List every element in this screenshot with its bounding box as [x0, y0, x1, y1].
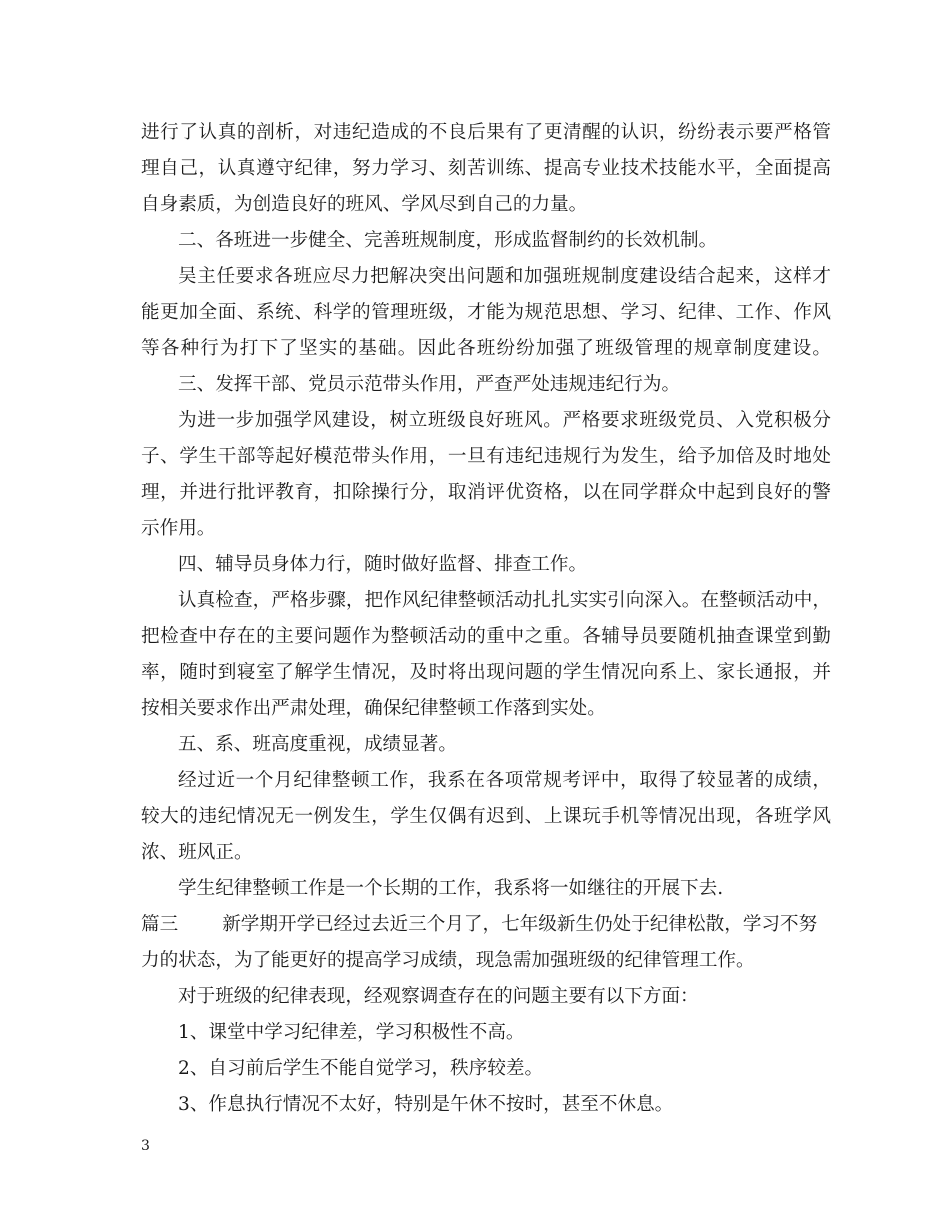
text-line-content: 新学期开学已经过去近三个月了，七年级新生仍处于纪律松散，学习不努 [222, 914, 818, 935]
list-item: 3、作息执行情况不太好，特别是午休不按时，甚至不休息。 [178, 1094, 674, 1115]
text-line: 按相关要求作出严肃处理，确保纪律整顿工作落到实处。 [141, 698, 606, 719]
text-line: 为进一步加强学风建设，树立班级良好班风。严格要求班级党员、入党积极分 [178, 410, 831, 431]
text-line: 能更加全面、系统、科学的管理班级，才能为规范思想、学习、纪律、工作、作风 [141, 302, 831, 323]
section-heading-3: 三、发挥干部、党员示范带头作用，严查严处违规违纪行为。 [178, 374, 681, 395]
text-line: 力的状态，为了能更好的提高学习成绩，现急需加强班级的纪律管理工作。 [141, 950, 755, 971]
text-line: 学生纪律整顿工作是一个长期的工作，我系将一如继往的开展下去. [178, 878, 724, 899]
text-line: 进行了认真的剖析，对违纪造成的不良后果有了更清醒的认识，纷纷表示要严格管 [141, 122, 831, 143]
section-heading-4: 四、辅导员身体力行，随时做好监督、排查工作。 [178, 554, 588, 575]
text-line: 吴主任要求各班应尽力把解决突出问题和加强班规制度建设结合起来，这样才 [178, 266, 831, 287]
list-item: 2、自习前后学生不能自觉学习，秩序较差。 [178, 1058, 544, 1079]
text-line: 等各种行为打下了坚实的基础。因此各班纷纷加强了班级管理的规章制度建设。 [141, 338, 831, 359]
text-line: 率，随时到寝室了解学生情况，及时将出现问题的学生情况向系上、家长通报，并 [141, 662, 831, 683]
text-line: 理，并进行批评教育，扣除操行分，取消评优资格，以在同学群众中起到良好的警 [141, 482, 831, 503]
text-line: 认真检查，严格步骤，把作风纪律整顿活动扎扎实实引向深入。在整顿活动中， [178, 590, 831, 611]
text-line: 经过近一个月纪律整顿工作，我系在各项常规考评中，取得了较显著的成绩， [178, 770, 831, 791]
page-number: 3 [141, 1138, 150, 1154]
text-line: 子、学生干部等起好模范带头作用，一旦有违纪违规行为发生，给予加倍及时地处 [141, 446, 831, 467]
text-line: 较大的违纪情况无一例发生，学生仅偶有迟到、上课玩手机等情况出现，各班学风 [141, 806, 831, 827]
text-line: 示作用。 [141, 518, 216, 539]
text-line [141, 913, 831, 937]
section-heading-5: 五、系、班高度重视，成绩显著。 [178, 734, 457, 755]
list-item: 1、课堂中学习纪律差，学习积极性不高。 [178, 1022, 525, 1043]
pian-label: 篇三 [141, 914, 179, 935]
text-line: 自身素质，为创造良好的班风、学风尽到自己的力量。 [141, 194, 588, 215]
text-line: 对于班级的纪律表现，经观察调查存在的问题主要有以下方面： [178, 986, 699, 1007]
section-heading-2: 二、各班进一步健全、完善班规制度，形成监督制约的长效机制。 [178, 230, 718, 251]
text-line: 把检查中存在的主要问题作为整顿活动的重中之重。各辅导员要随机抽查课堂到勤 [141, 626, 831, 647]
text-line: 理自己，认真遵守纪律，努力学习、刻苦训练、提高专业技术技能水平，全面提高 [141, 158, 831, 179]
text-line: 浓、班风正。 [141, 842, 253, 863]
